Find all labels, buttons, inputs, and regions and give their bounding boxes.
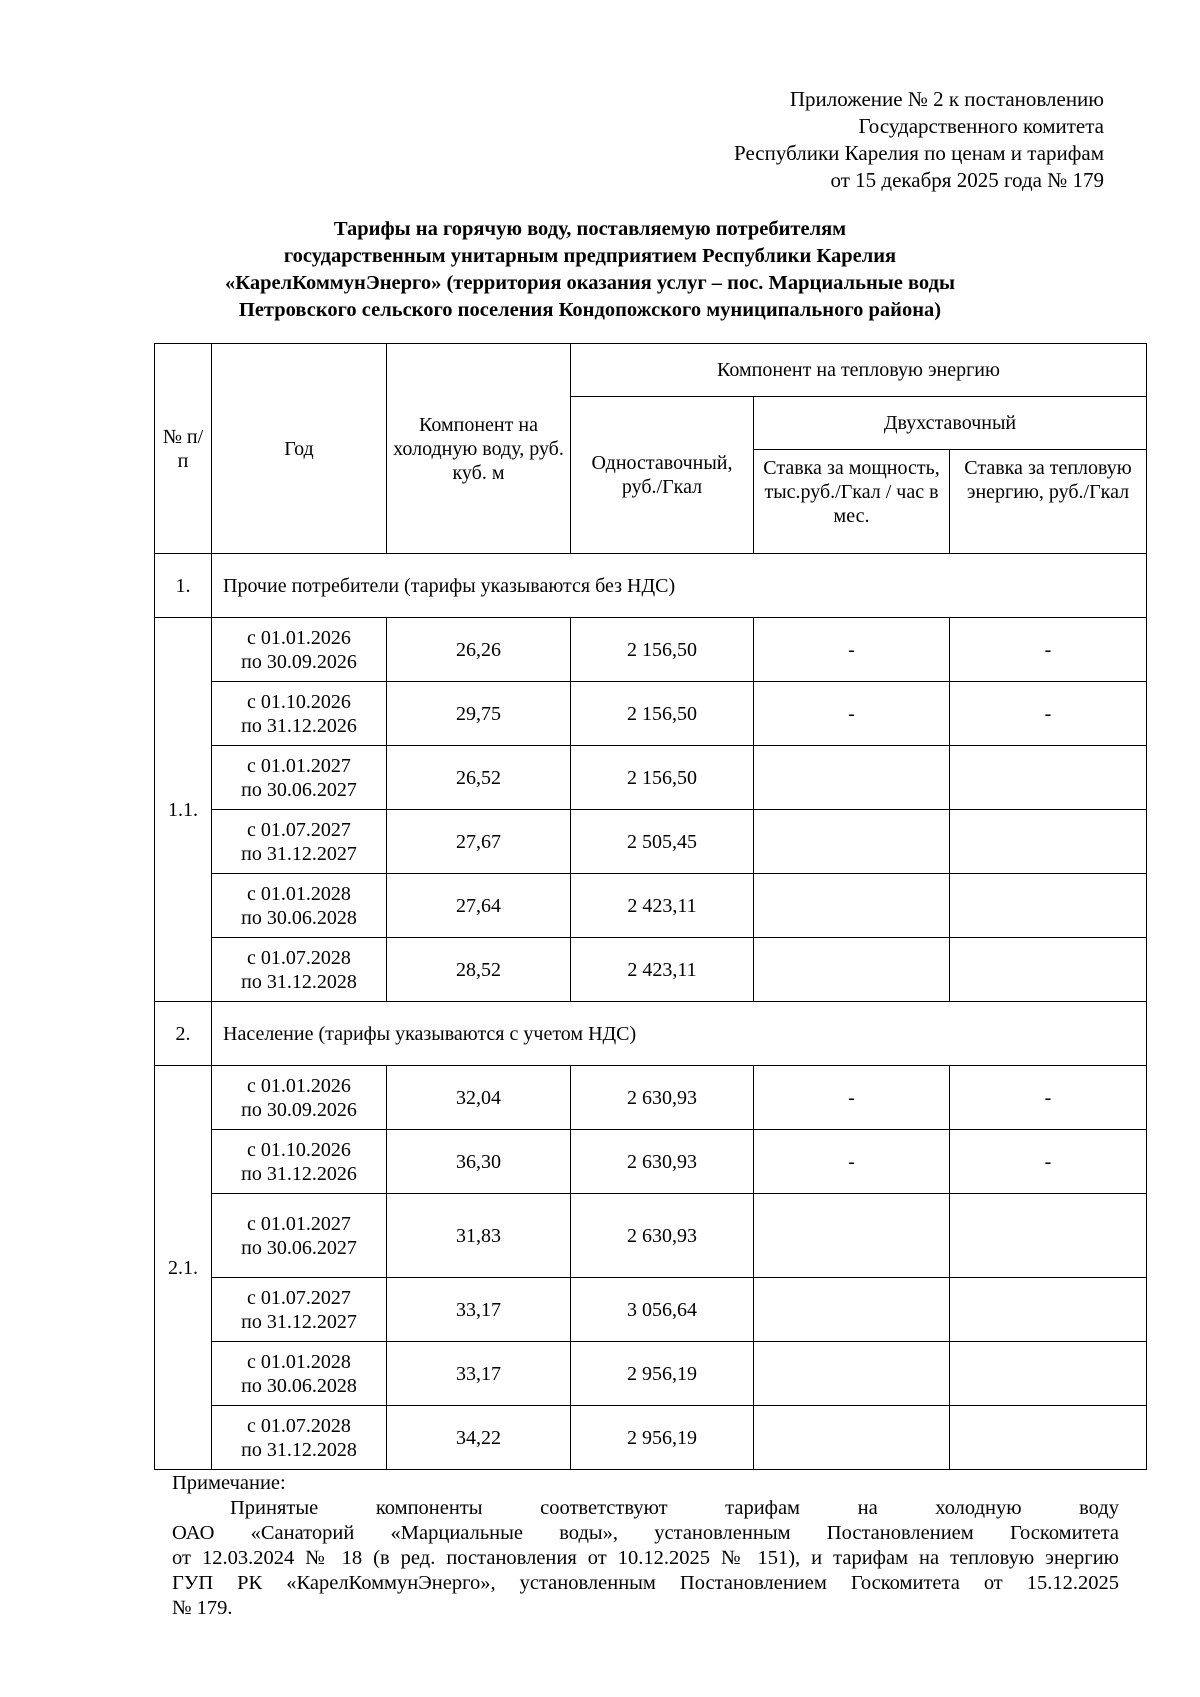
energy-rate-value: - [950,682,1147,746]
table-row [155,938,1147,1002]
period-to: по 31.12.2027 [241,842,357,865]
energy-rate-value [950,1406,1147,1470]
period-cell [212,1278,387,1342]
period-from: с 01.10.2026 [247,690,351,713]
cold-water-value: 28,52 [387,938,571,1002]
capacity-rate-value [754,810,950,874]
cold-water-value: 26,26 [387,618,571,682]
period-to: по 31.12.2028 [241,1438,357,1461]
energy-rate-value [950,810,1147,874]
tariff-table [154,343,1147,1470]
header-heat-component: Компонент на тепловую энергию [571,344,1147,397]
subsection-number: 2.1. [155,1066,212,1470]
single-rate-value: 2 956,19 [571,1406,754,1470]
energy-rate-value [950,938,1147,1002]
capacity-rate-value: - [754,682,950,746]
period-to: по 31.12.2028 [241,970,357,993]
cold-water-value: 27,67 [387,810,571,874]
table-row [155,1406,1147,1470]
period-to: по 30.09.2026 [241,650,357,673]
header-line: от 15 декабря 2025 года № 179 [830,168,1104,192]
energy-rate-value [950,874,1147,938]
period-to: по 31.12.2026 [241,714,357,737]
single-rate-value: 2 505,45 [571,810,754,874]
period-from: с 01.07.2028 [247,946,351,969]
subsection-number: 1.1. [155,618,212,1002]
period-cell [212,810,387,874]
cold-water-value: 32,04 [387,1066,571,1130]
period-to: по 31.12.2027 [241,1310,357,1333]
header-single-rate: Одноставочный, руб./Гкал [571,397,754,554]
capacity-rate-value [754,1406,950,1470]
title-line: государственным унитарным предприятием Республики Карелия [283,245,897,267]
energy-rate-value [950,1342,1147,1406]
period-cell [212,1130,387,1194]
capacity-rate-value [754,1194,950,1278]
header-cold-water: Компонент на холодную воду, руб. куб. м [387,344,571,554]
period-cell [212,1194,387,1278]
header-num: № п/п [155,344,212,554]
title-line: «КарелКоммунЭнерго» (территория оказания услуг – пос. Марциальные воды [225,272,955,294]
energy-rate-value [950,1278,1147,1342]
note-line: Принятые компоненты соответствуют тарифам на холодную воду [230,1497,1119,1519]
period-to: по 30.09.2026 [241,1098,357,1121]
header-year: Год [212,344,387,554]
document-title [170,216,1010,324]
note-line: ОАО «Санаторий «Марциальные воды», установленным Постановлением Госкомитета [172,1522,1119,1544]
energy-rate-value [950,746,1147,810]
cold-water-value: 29,75 [387,682,571,746]
title-line: Петровского сельского поселения Кондопожского муниципального района) [238,299,942,321]
period-from: с 01.07.2027 [247,818,351,841]
period-cell [212,874,387,938]
single-rate-value: 2 423,11 [571,938,754,1002]
capacity-rate-value: - [754,1130,950,1194]
cold-water-value: 31,83 [387,1194,571,1278]
table-row [155,1194,1147,1278]
period-cell [212,682,387,746]
note-line: № 179. [172,1597,233,1619]
capacity-rate-value [754,1342,950,1406]
single-rate-value: 2 956,19 [571,1342,754,1406]
header-line: Государственного комитета [858,114,1104,138]
energy-rate-value: - [950,618,1147,682]
capacity-rate-value [754,874,950,938]
energy-rate-value: - [950,1130,1147,1194]
single-rate-value: 2 630,93 [571,1194,754,1278]
single-rate-value: 2 156,50 [571,618,754,682]
header-two-rate: Двухставочный [754,397,1147,450]
capacity-rate-value [754,1278,950,1342]
section-number: 1. [155,554,212,618]
period-cell [212,1406,387,1470]
period-to: по 30.06.2027 [241,778,357,801]
period-from: с 01.01.2028 [247,882,351,905]
table-row [155,1278,1147,1342]
cold-water-value: 36,30 [387,1130,571,1194]
period-from: с 01.01.2027 [247,754,351,777]
header-energy-rate: Ставка за тепловую энергию, руб./Гкал [950,450,1147,554]
period-from: с 01.01.2028 [247,1350,351,1373]
section-label: Прочие потребители (тарифы указываются без НДС) [212,554,1147,618]
table-row [155,1130,1147,1194]
section-label: Население (тарифы указываются с учетом НДС) [212,1002,1147,1066]
note-line: ГУП РК «КарелКоммунЭнерго», установленным Постановлением Госкомитета от 15.12.2025 [172,1572,1119,1594]
table-row [155,1342,1147,1406]
single-rate-value: 2 423,11 [571,874,754,938]
period-from: с 01.07.2028 [247,1414,351,1437]
cold-water-value: 33,17 [387,1278,571,1342]
period-to: по 30.06.2027 [241,1236,357,1259]
period-cell [212,1342,387,1406]
single-rate-value: 2 156,50 [571,682,754,746]
single-rate-value: 2 156,50 [571,746,754,810]
period-cell [212,1066,387,1130]
header-line: Республики Карелия по ценам и тарифам [734,141,1104,165]
note-line: от 12.03.2024 № 18 (в ред. постановления от 10.12.2025 № 151), и тарифам на тепловую энергию [172,1547,1119,1569]
period-from: с 01.10.2026 [247,1138,351,1161]
single-rate-value: 3 056,64 [571,1278,754,1342]
period-from: с 01.01.2026 [247,626,351,649]
cold-water-value: 26,52 [387,746,571,810]
note-title: Примечание: [172,1472,286,1494]
single-rate-value: 2 630,93 [571,1066,754,1130]
header-line: Приложение № 2 к постановлению [789,87,1104,111]
header-capacity-rate: Ставка за мощность, тыс.руб./Гкал / час в мес. [754,450,950,554]
energy-rate-value [950,1194,1147,1278]
table-row [155,810,1147,874]
period-to: по 31.12.2026 [241,1162,357,1185]
cold-water-value: 27,64 [387,874,571,938]
period-to: по 30.06.2028 [241,1374,357,1397]
period-cell [212,746,387,810]
table-row [155,874,1147,938]
capacity-rate-value: - [754,1066,950,1130]
cold-water-value: 34,22 [387,1406,571,1470]
period-cell [212,618,387,682]
period-to: по 30.06.2028 [241,906,357,929]
period-cell [212,938,387,1002]
section-number: 2. [155,1002,212,1066]
capacity-rate-value [754,746,950,810]
note [172,1471,1119,1621]
cold-water-value: 33,17 [387,1342,571,1406]
single-rate-value: 2 630,93 [571,1130,754,1194]
document-header [734,86,1104,194]
capacity-rate-value [754,938,950,1002]
energy-rate-value: - [950,1066,1147,1130]
table-row [155,1066,1147,1130]
period-from: с 01.01.2027 [247,1212,351,1235]
capacity-rate-value: - [754,618,950,682]
title-line: Тарифы на горячую воду, поставляемую потребителям [333,218,847,240]
period-from: с 01.07.2027 [247,1286,351,1309]
period-from: с 01.01.2026 [247,1074,351,1097]
table-row [155,682,1147,746]
table-row [155,618,1147,682]
table-row [155,746,1147,810]
